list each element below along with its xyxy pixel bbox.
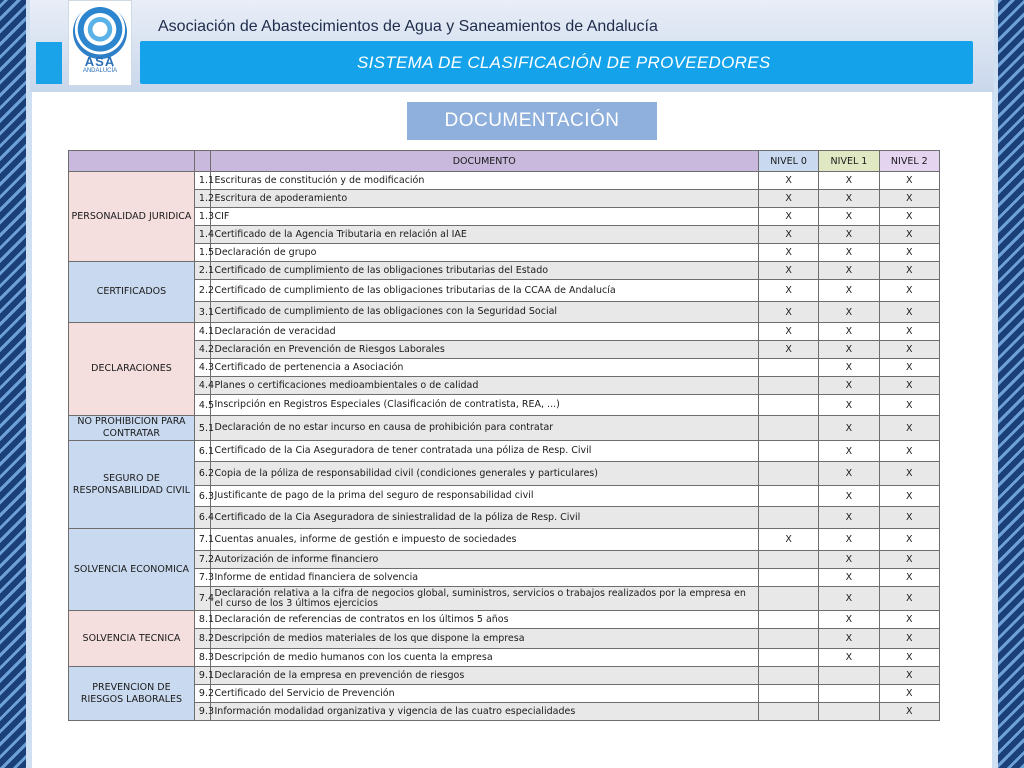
nivel-1-mark: X — [819, 377, 879, 395]
nivel-0-mark: X — [758, 208, 818, 226]
header-nivel-0: NIVEL 0 — [758, 151, 818, 172]
nivel-2-mark: X — [879, 416, 939, 441]
document-name: Justificante de pago de la prima del seguro de responsabilidad civil — [210, 486, 758, 507]
document-name: Certificado del Servicio de Prevención — [210, 685, 758, 703]
category-cell: CERTIFICADOS — [69, 262, 195, 323]
row-number: 8.1 — [194, 611, 210, 629]
table-row — [69, 569, 940, 587]
nivel-1-mark: X — [819, 486, 879, 507]
nivel-0-mark — [758, 377, 818, 395]
header-number-cell — [194, 151, 210, 172]
table-row — [69, 462, 940, 486]
nivel-2-mark: X — [879, 226, 939, 244]
nivel-2-mark: X — [879, 341, 939, 359]
nivel-2-mark: X — [879, 172, 939, 190]
table-row — [69, 359, 940, 377]
document-name: Certificado de la Cia Aseguradora de siniestralidad de la póliza de Resp. Civil — [210, 507, 758, 529]
header-nivel-2: NIVEL 2 — [879, 151, 939, 172]
nivel-2-mark: X — [879, 208, 939, 226]
nivel-0-mark: X — [758, 172, 818, 190]
document-name: Certificado de la Cia Aseguradora de tener contratada una póliza de Resp. Civil — [210, 441, 758, 462]
table-row — [69, 395, 940, 416]
row-number: 7.4 — [194, 587, 210, 611]
document-name: Certificado de cumplimiento de las obligaciones tributarias de la CCAA de Andalucía — [210, 280, 758, 302]
nivel-1-mark: X — [819, 649, 879, 667]
nivel-1-mark: X — [819, 462, 879, 486]
table-row — [69, 587, 940, 611]
nivel-0-mark — [758, 703, 818, 721]
nivel-0-mark: X — [758, 529, 818, 551]
nivel-1-mark: X — [819, 302, 879, 323]
nivel-2-mark: X — [879, 611, 939, 629]
nivel-0-mark: X — [758, 262, 818, 280]
nivel-1-mark: X — [819, 341, 879, 359]
table-row — [69, 341, 940, 359]
table-header-row — [69, 151, 940, 172]
nivel-1-mark — [819, 703, 879, 721]
row-number: 4.4 — [194, 377, 210, 395]
nivel-0-mark: X — [758, 226, 818, 244]
document-name: Certificado de cumplimiento de las obligaciones con la Seguridad Social — [210, 302, 758, 323]
nivel-1-mark: X — [819, 416, 879, 441]
row-number: 4.5 — [194, 395, 210, 416]
nivel-1-mark: X — [819, 507, 879, 529]
table-row — [69, 611, 940, 629]
row-number: 8.2 — [194, 629, 210, 649]
row-number: 7.2 — [194, 551, 210, 569]
nivel-2-mark: X — [879, 569, 939, 587]
table-row — [69, 377, 940, 395]
category-cell: PREVENCION DE RIESGOS LABORALES — [69, 667, 195, 721]
nivel-0-mark — [758, 462, 818, 486]
nivel-1-mark: X — [819, 629, 879, 649]
nivel-0-mark — [758, 507, 818, 529]
row-number: 7.1 — [194, 529, 210, 551]
table-row — [69, 262, 940, 280]
document-name: Declaración en Prevención de Riesgos Laborales — [210, 341, 758, 359]
nivel-2-mark: X — [879, 551, 939, 569]
nivel-0-mark — [758, 587, 818, 611]
row-number: 1.4 — [194, 226, 210, 244]
document-name: Escritura de apoderamiento — [210, 190, 758, 208]
nivel-2-mark: X — [879, 685, 939, 703]
nivel-2-mark: X — [879, 507, 939, 529]
system-title: SISTEMA DE CLASIFICACIÓN DE PROVEEDORES — [357, 52, 771, 72]
nivel-0-mark: X — [758, 280, 818, 302]
document-name: CIF — [210, 208, 758, 226]
table-row — [69, 172, 940, 190]
nivel-2-mark: X — [879, 262, 939, 280]
category-cell: NO PROHIBICION PARA CONTRATAR — [69, 416, 195, 441]
row-number: 2.1 — [194, 262, 210, 280]
row-number: 9.2 — [194, 685, 210, 703]
nivel-0-mark — [758, 486, 818, 507]
table-row — [69, 208, 940, 226]
row-number: 4.2 — [194, 341, 210, 359]
nivel-2-mark: X — [879, 323, 939, 341]
row-number: 2.2 — [194, 280, 210, 302]
nivel-0-mark — [758, 611, 818, 629]
table-row — [69, 667, 940, 685]
nivel-0-mark — [758, 569, 818, 587]
nivel-0-mark: X — [758, 302, 818, 323]
row-number: 1.1 — [194, 172, 210, 190]
nivel-0-mark: X — [758, 244, 818, 262]
document-name: Declaración de veracidad — [210, 323, 758, 341]
nivel-1-mark: X — [819, 395, 879, 416]
nivel-1-mark: X — [819, 323, 879, 341]
nivel-0-mark: X — [758, 190, 818, 208]
nivel-2-mark: X — [879, 703, 939, 721]
document-name: Declaración de la empresa en prevención de riesgos — [210, 667, 758, 685]
nivel-2-mark: X — [879, 462, 939, 486]
row-number: 6.1 — [194, 441, 210, 462]
nivel-2-mark: X — [879, 359, 939, 377]
table-row — [69, 416, 940, 441]
document-name: Declaración de grupo — [210, 244, 758, 262]
row-number: 4.1 — [194, 323, 210, 341]
nivel-0-mark: X — [758, 323, 818, 341]
document-name: Inscripción en Registros Especiales (Clasificación de contratista, REA, ...) — [210, 395, 758, 416]
nivel-2-mark: X — [879, 649, 939, 667]
nivel-2-mark: X — [879, 244, 939, 262]
organization-name: Asociación de Abastecimientos de Agua y Saneamientos de Andalucía — [158, 18, 658, 35]
table-row — [69, 280, 940, 302]
table-row — [69, 323, 940, 341]
section-title: DOCUMENTACIÓN — [407, 102, 657, 140]
nivel-2-mark: X — [879, 629, 939, 649]
nivel-1-mark: X — [819, 280, 879, 302]
row-number: 9.1 — [194, 667, 210, 685]
document-name: Descripción de medio humanos con los cuenta la empresa — [210, 649, 758, 667]
category-cell: SOLVENCIA TECNICA — [69, 611, 195, 667]
nivel-0-mark — [758, 649, 818, 667]
nivel-1-mark: X — [819, 172, 879, 190]
row-number: 1.3 — [194, 208, 210, 226]
nivel-1-mark: X — [819, 262, 879, 280]
nivel-1-mark: X — [819, 190, 879, 208]
water-drop-logo-icon — [73, 5, 127, 59]
document-name: Información modalidad organizativa y vigencia de las cuatro especialidades — [210, 703, 758, 721]
nivel-2-mark: X — [879, 587, 939, 611]
category-cell: SEGURO DE RESPONSABILIDAD CIVIL — [69, 441, 195, 529]
row-number: 1.5 — [194, 244, 210, 262]
table-row — [69, 190, 940, 208]
table-row — [69, 507, 940, 529]
nivel-1-mark: X — [819, 359, 879, 377]
table-row — [69, 703, 940, 721]
table-row — [69, 226, 940, 244]
document-name: Certificado de cumplimiento de las obligaciones tributarias del Estado — [210, 262, 758, 280]
row-number: 7.3 — [194, 569, 210, 587]
header-documento: DOCUMENTO — [210, 151, 758, 172]
table-row — [69, 685, 940, 703]
nivel-1-mark: X — [819, 244, 879, 262]
category-cell: SOLVENCIA ECONOMICA — [69, 529, 195, 611]
table-row — [69, 551, 940, 569]
asa-logo — [68, 0, 132, 86]
nivel-1-mark: X — [819, 441, 879, 462]
system-title-bar — [140, 41, 973, 84]
header-category-cell — [69, 151, 195, 172]
document-name: Escrituras de constitución y de modificación — [210, 172, 758, 190]
nivel-0-mark — [758, 685, 818, 703]
nivel-2-mark: X — [879, 486, 939, 507]
logo-subtext: ANDALUCÍA — [82, 68, 118, 74]
row-number: 9.3 — [194, 703, 210, 721]
nivel-0-mark — [758, 395, 818, 416]
document-name: Cuentas anuales, informe de gestión e impuesto de sociedades — [210, 529, 758, 551]
document-name: Autorización de informe financiero — [210, 551, 758, 569]
document-name: Certificado de pertenencia a Asociación — [210, 359, 758, 377]
category-cell: DECLARACIONES — [69, 323, 195, 416]
table-row — [69, 529, 940, 551]
nivel-2-mark: X — [879, 302, 939, 323]
nivel-2-mark: X — [879, 667, 939, 685]
nivel-1-mark: X — [819, 226, 879, 244]
table-body — [69, 172, 940, 721]
document-name: Planes o certificaciones medioambientales o de calidad — [210, 377, 758, 395]
document-name: Declaración relativa a la cifra de negocios global, suministros, servicios o trabajos realizados por la empresa en el curso de los 3 últimos ejercicios — [210, 587, 758, 611]
nivel-1-mark — [819, 685, 879, 703]
document-name: Declaración de no estar incurso en causa de prohibición para contratar — [210, 416, 758, 441]
right-decorative-border — [994, 0, 1024, 768]
table-row — [69, 441, 940, 462]
row-number: 6.3 — [194, 486, 210, 507]
document-name: Descripción de medios materiales de los que dispone la empresa — [210, 629, 758, 649]
logo-text: ASA — [84, 54, 116, 69]
table-row — [69, 629, 940, 649]
table-row — [69, 302, 940, 323]
documentation-table — [68, 150, 940, 721]
nivel-0-mark — [758, 416, 818, 441]
header-nivel-1: NIVEL 1 — [819, 151, 879, 172]
nivel-2-mark: X — [879, 529, 939, 551]
nivel-0-mark — [758, 359, 818, 377]
nivel-2-mark: X — [879, 377, 939, 395]
nivel-1-mark: X — [819, 529, 879, 551]
nivel-2-mark: X — [879, 395, 939, 416]
row-number: 6.2 — [194, 462, 210, 486]
nivel-2-mark: X — [879, 190, 939, 208]
document-name: Certificado de la Agencia Tributaria en relación al IAE — [210, 226, 758, 244]
nivel-0-mark — [758, 551, 818, 569]
nivel-1-mark: X — [819, 208, 879, 226]
table-row — [69, 649, 940, 667]
document-name: Copia de la póliza de responsabilidad civil (condiciones generales y particulares) — [210, 462, 758, 486]
nivel-1-mark: X — [819, 587, 879, 611]
right-border-highlight — [992, 0, 998, 768]
table-row — [69, 486, 940, 507]
row-number: 5.1 — [194, 416, 210, 441]
table-row — [69, 244, 940, 262]
nivel-0-mark: X — [758, 341, 818, 359]
nivel-0-mark — [758, 667, 818, 685]
nivel-0-mark — [758, 629, 818, 649]
row-number: 6.4 — [194, 507, 210, 529]
nivel-2-mark: X — [879, 280, 939, 302]
document-name: Informe de entidad financiera de solvencia — [210, 569, 758, 587]
category-cell: PERSONALIDAD JURIDICA — [69, 172, 195, 262]
nivel-2-mark: X — [879, 441, 939, 462]
nivel-1-mark: X — [819, 569, 879, 587]
left-border-highlight — [26, 0, 32, 768]
header-accent-block — [36, 42, 62, 84]
nivel-1-mark: X — [819, 611, 879, 629]
nivel-1-mark: X — [819, 551, 879, 569]
row-number: 3.1 — [194, 302, 210, 323]
document-name: Declaración de referencias de contratos en los últimos 5 años — [210, 611, 758, 629]
row-number: 1.2 — [194, 190, 210, 208]
nivel-1-mark — [819, 667, 879, 685]
row-number: 8.3 — [194, 649, 210, 667]
nivel-0-mark — [758, 441, 818, 462]
row-number: 4.3 — [194, 359, 210, 377]
